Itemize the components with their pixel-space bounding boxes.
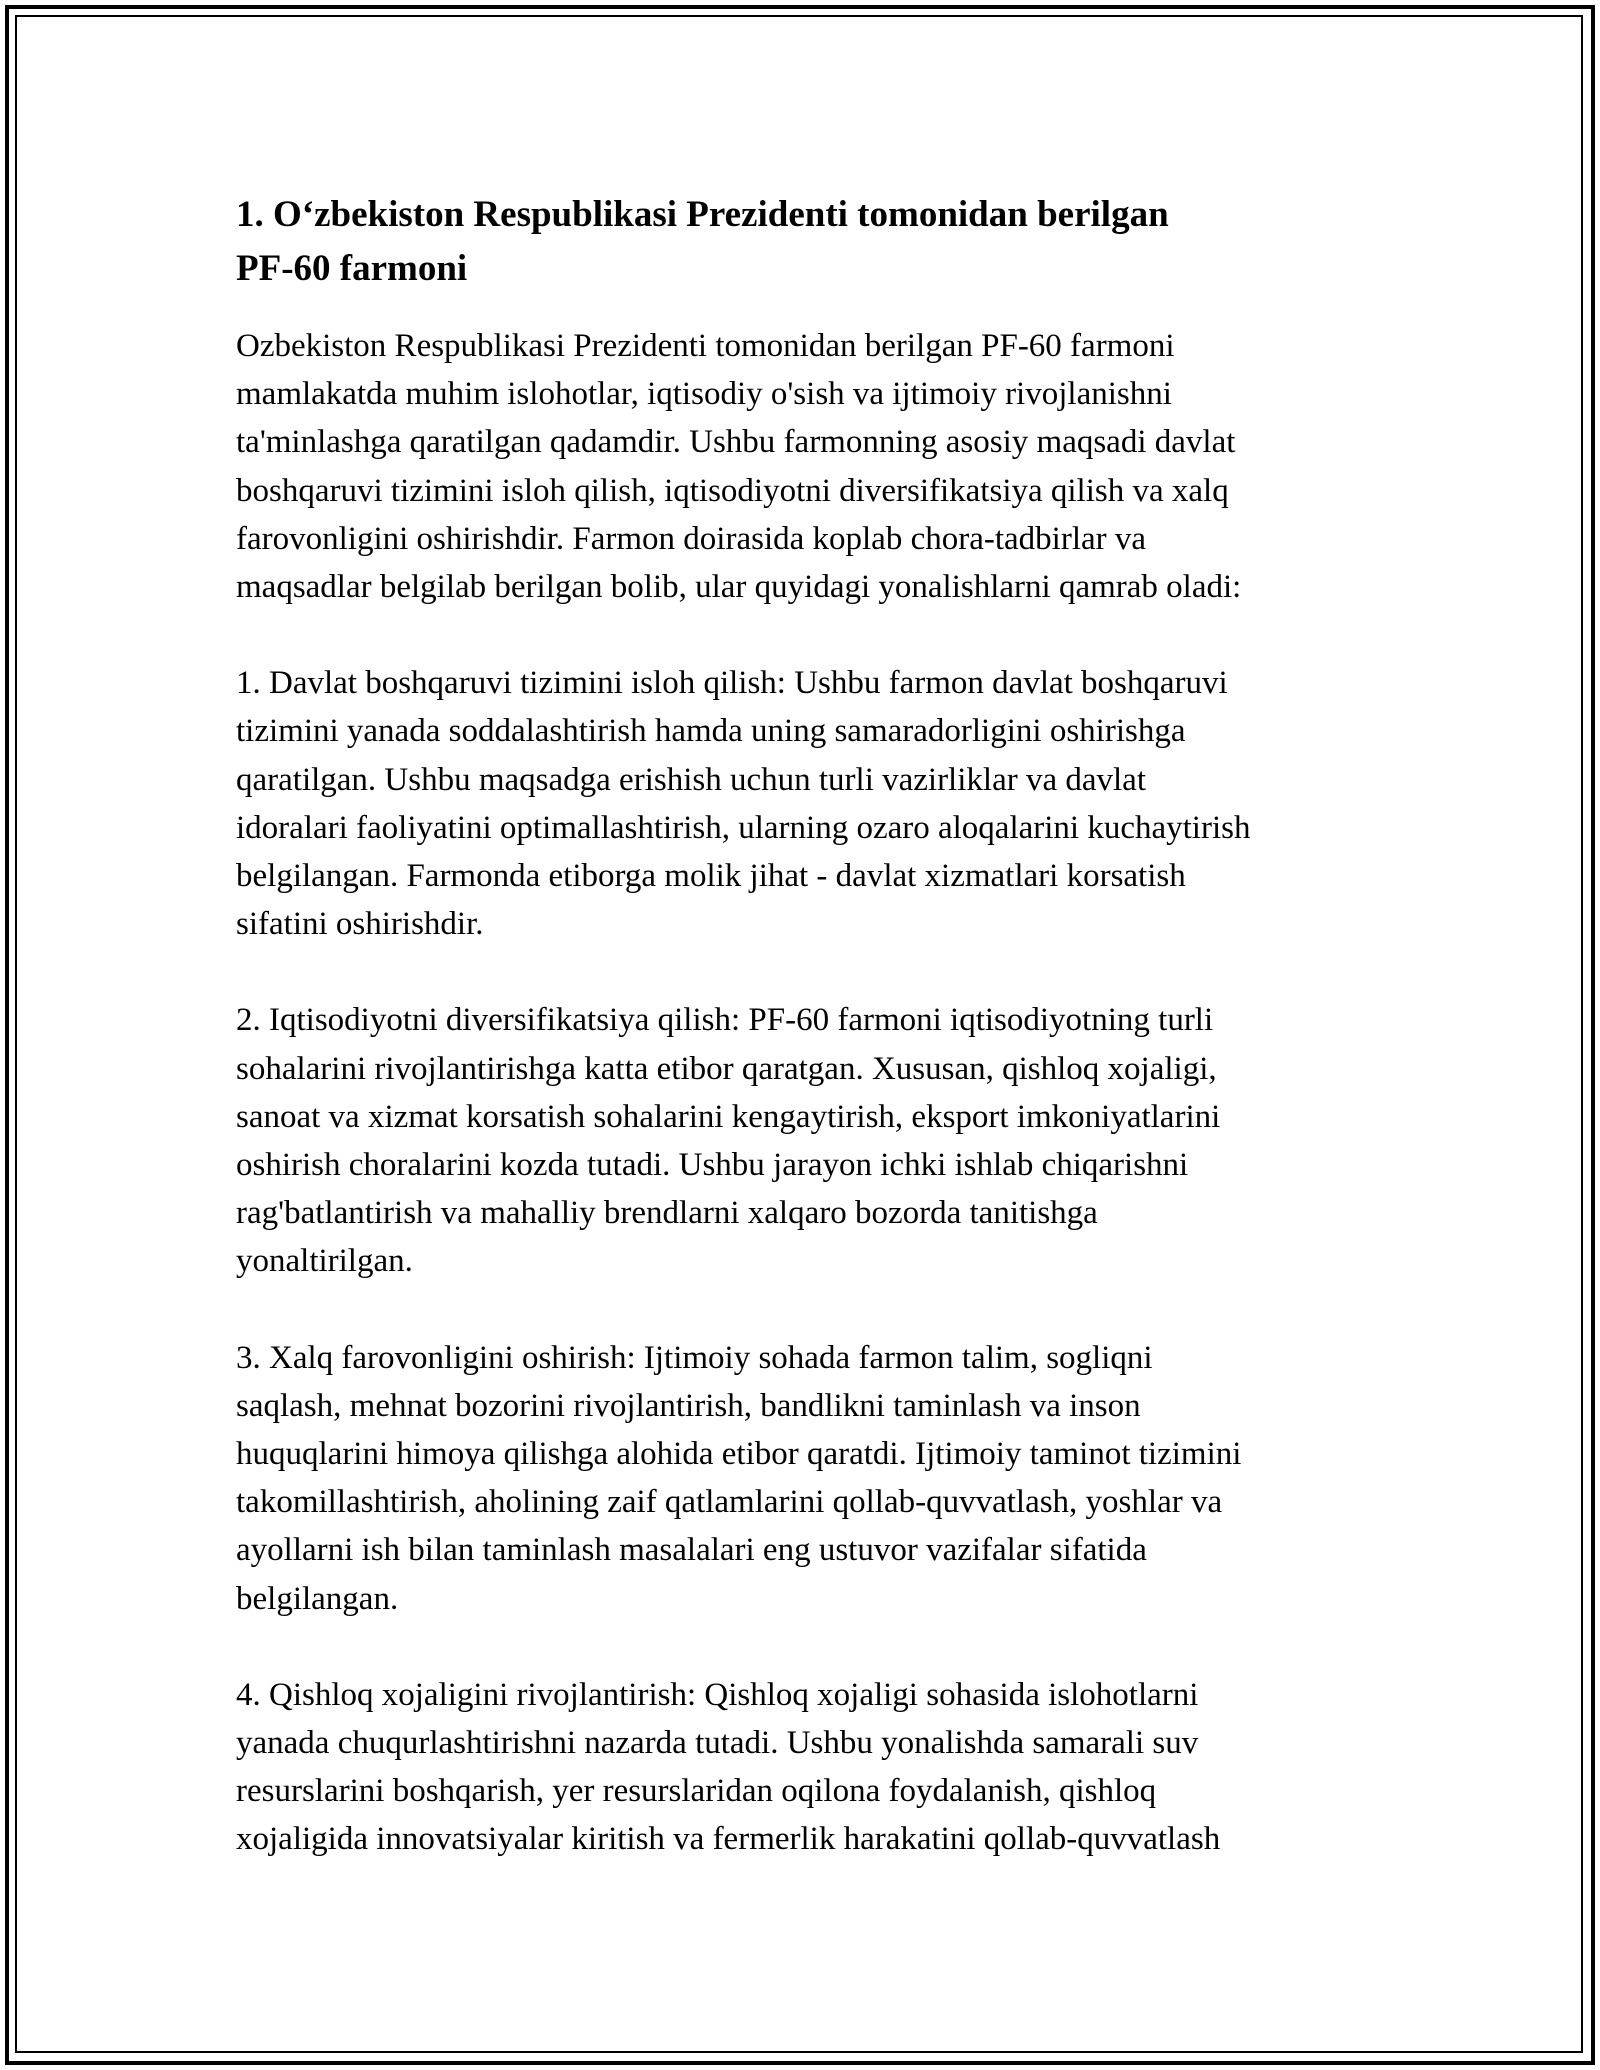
document-body	[236, 188, 1366, 1912]
section-heading: 1. O‘zbekiston Respublikasi Prezidenti tomonidan berilgan PF-60 farmoni	[236, 194, 1169, 289]
paragraph-item-2: 2. Iqtisodiyotni diversifikatsiya qilish: PF-60 farmoni iqtisodiyotning turli sohalarini rivojlantirishga katta etibor qaratgan. Xususan, qishloq xojaligi, sanoat va xizmat korsatish sohalarini kengaytirish, eksport imkoniyatlarini oshirish choralarini kozda tutadi. Ushbu jarayon ichki ishlab chiqarishni rag'batlantirish va mahalliy brendlarni xalqaro bozorda tanitishga yonaltirilgan.	[236, 1002, 1221, 1280]
paragraph-item-1: 1. Davlat boshqaruvi tizimini isloh qilish: Ushbu farmon davlat boshqaruvi tizimini yanada soddalashtirish hamda uning samaradorligini oshirishga qaratilgan. Ushbu maqsadga erishish uchun turli vazirliklar va davlat idoralari faoliyatini optimallashtirish, ularning ozaro aloqalarini kuchaytirish belgilangan. Farmonda etiborga molik jihat - davlat xizmatlari korsatish sifatini oshirishdir.	[236, 665, 1251, 943]
paragraph-item-3: 3. Xalq farovonligini oshirish: Ijtimoiy sohada farmon talim, sogliqni saqlash, mehnat bozorini rivojlantirish, bandlikni taminlash va inson huquqlarini himoya qilishga alohida etibor qaratdi. Ijtimoiy taminot tizimini takomillashtirish, aholining zaif qatlamlarini qollab-quvvatlash, yoshlar va ayollarni ish bilan taminlash masalalari eng ustuvor vazifalar sifatida belgilangan.	[236, 1339, 1242, 1617]
intro-paragraph: Ozbekiston Respublikasi Prezidenti tomonidan berilgan PF-60 farmoni mamlakatda muhim islohotlar, iqtisodiy o'sish va ijtimoiy rivojlanishni ta'minlashga qaratilgan qadamdir. Ushbu farmonning asosiy maqsadi davlat boshqaruvi tizimini isloh qilish, iqtisodiyotni diversifikatsiya qilish va xalq farovonligini oshirishdir. Farmon doirasida koplab chora-tadbirlar va maqsadlar belgilab berilgan bolib, ular quyidagi yonalishlarni qamrab oladi:	[236, 328, 1242, 606]
paragraph-item-4: 4. Qishloq xojaligini rivojlantirish: Qishloq xojaligi sohasida islohotlarni yanada chuqurlashtirishni nazarda tutadi. Ushbu yonalishda samarali suv resurslarini boshqarish, yer resurslaridan oqilona foydalanish, qishloq xojaligida innovatsiyalar kiritish va fermerlik harakatini qollab-quvvatlash	[236, 1676, 1221, 1858]
